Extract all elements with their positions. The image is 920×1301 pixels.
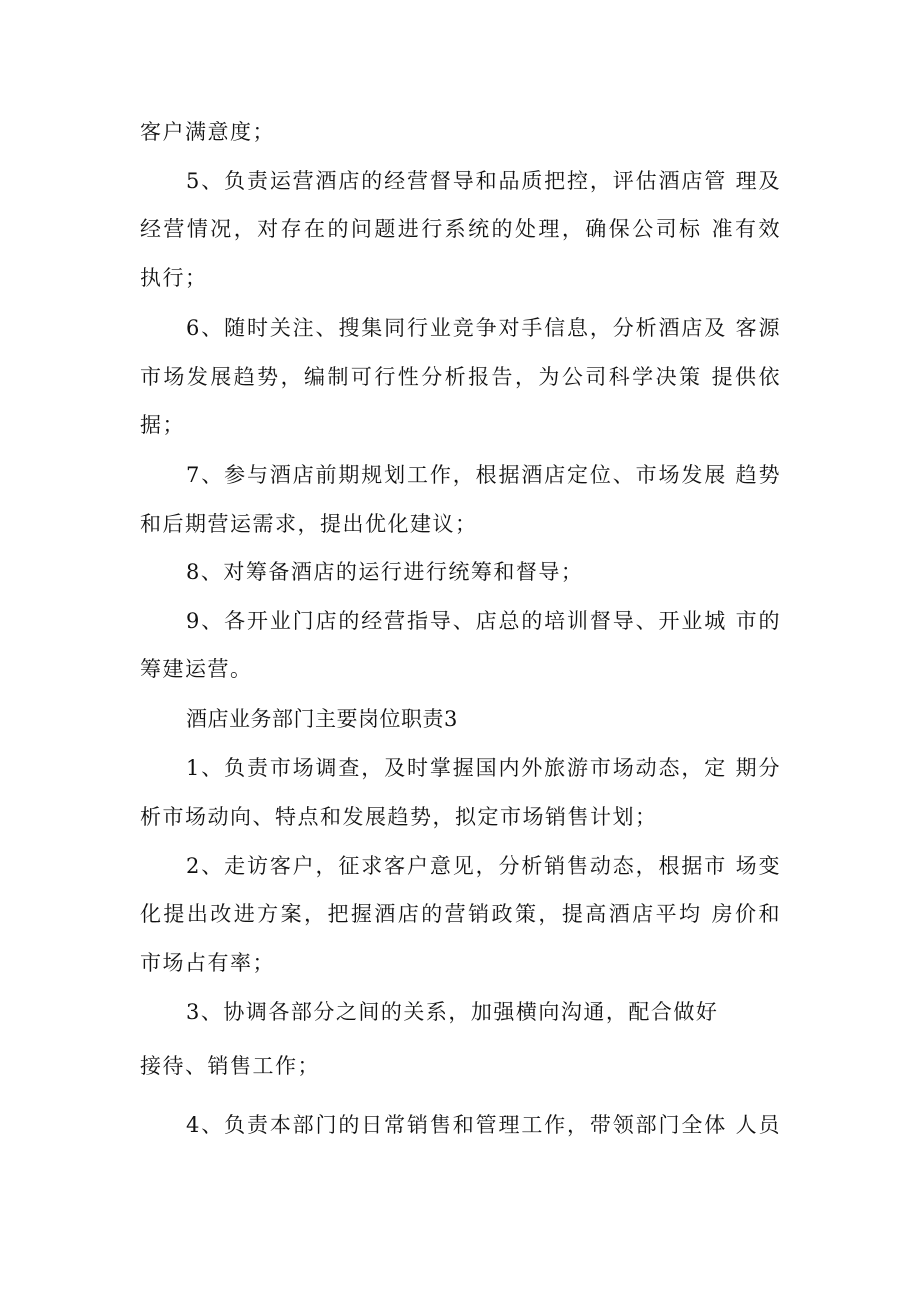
text-line: 2、走访客户，征求客户意见，分析销售动态，根据市 场变	[186, 854, 781, 878]
text-line: 筹建运营。	[140, 657, 253, 681]
text-line: 8、对筹备酒店的运行进行统筹和督导；	[186, 560, 584, 584]
text-line: 接待、销售工作；	[140, 1054, 320, 1078]
text-line: 7、参与酒店前期规划工作，根据酒店定位、市场发展 趋势	[186, 463, 781, 487]
text-line: 3、协调各部分之间的关系，加强横向沟通，配合做好	[186, 1000, 719, 1024]
text-line: 执行；	[140, 266, 208, 290]
text-line: 市场占有率；	[140, 951, 275, 975]
document-page	[140, 0, 790, 1301]
text-line: 据；	[140, 413, 185, 437]
text-line: 9、各开业门店的经营指导、店总的培训督导、开业城 市的	[186, 609, 781, 633]
text-line: 和后期营运需求，提出优化建议；	[140, 512, 478, 536]
text-line: 4、负责本部门的日常销售和管理工作，带领部门全体 人员	[186, 1113, 781, 1137]
text-line: 1、负责市场调查，及时掌握国内外旅游市场动态，定 期分	[186, 756, 781, 780]
text-line: 经营情况，对存在的问题进行系统的处理，确保公司标 准有效	[140, 217, 781, 241]
text-line: 6、随时关注、搜集同行业竞争对手信息，分析酒店及 客源	[186, 316, 781, 340]
section-heading: 酒店业务部门主要岗位职责3	[186, 707, 458, 731]
text-line: 析市场动向、特点和发展趋势，拟定市场销售计划；	[140, 805, 658, 829]
text-line: 市场发展趋势，编制可行性分析报告，为公司科学决策 提供依	[140, 365, 781, 389]
text-line: 5、负责运营酒店的经营督导和品质把控，评估酒店管 理及	[186, 169, 781, 193]
text-line: 化提出改进方案，把握酒店的营销政策，提高酒店平均 房价和	[140, 902, 781, 926]
text-line: 客户满意度；	[140, 120, 275, 144]
